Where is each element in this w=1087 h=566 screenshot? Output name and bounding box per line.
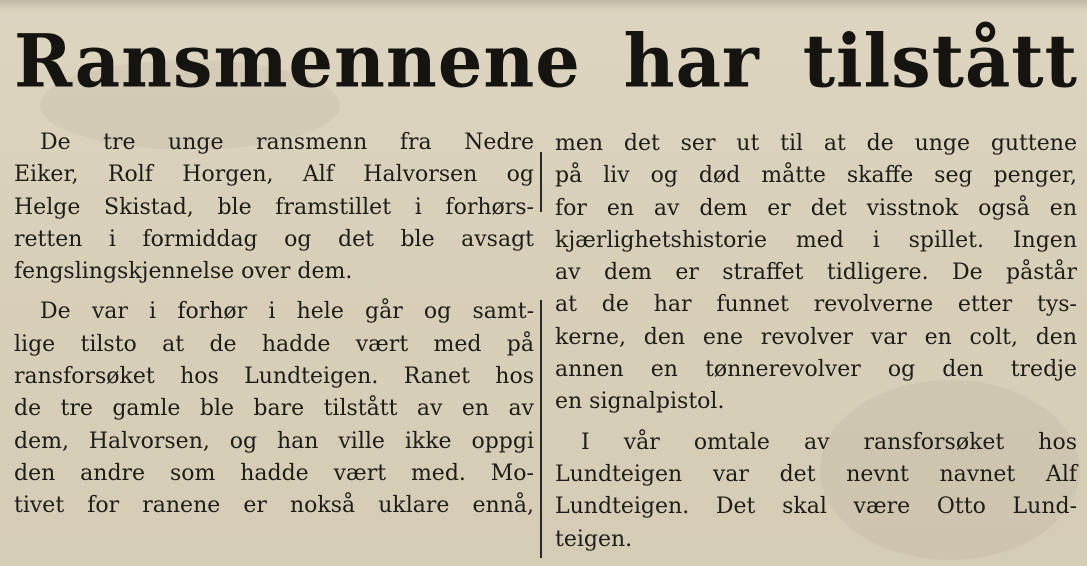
article-line: men det ser ut til at de unge guttene [555,131,1077,156]
headline [14,14,1078,108]
article-line: I vår omtale av ransforsøket hos [581,429,1077,455]
paragraph-gap [555,419,1077,427]
left-column [14,127,534,523]
article-line: dem, Halvorsen, og han ville ikke oppgi [14,428,534,454]
article-line: den andre som hadde vært med. Mo- [14,460,534,486]
paragraph-gap [14,288,534,296]
article-line: de tre gamle ble bare tilstått av en av [14,396,534,422]
article-line: Lundteigen var det nevnt navnet Alf [555,461,1077,487]
article-line: Helge Skistad, ble framstillet i forhørs- [14,194,534,220]
column-divider [540,300,542,558]
right-column [555,128,1077,556]
headline-word: tilstått [802,17,1078,105]
top-edge-shadow [0,0,1087,12]
article-line: tivet for ranene er nokså uklare ennå, [14,493,534,519]
article-line: av dem er straffet tidligere. De påstår [555,260,1077,286]
column-divider [540,152,542,212]
article-line: fengslingskjennelse over dem. [14,259,353,285]
article-line: annen en tønnerevolver og den tredje [555,357,1077,383]
article-line: en signalpistol. [555,389,725,415]
article-line: lige tilsto at de hadde vært med på [14,331,534,357]
article-line: for en av dem er det visstnok også en [555,195,1077,221]
article-line: De var i forhør i hele går og samt- [40,299,534,325]
article-line: De tre unge ransmenn fra Nedre [40,130,534,155]
article-line: Lundteigen. Det skal være Otto Lund- [555,494,1077,520]
headline-word: Ransmennene [14,17,581,105]
article-line: ransforsøket hos Lundteigen. Ranet hos [14,364,534,390]
article-line: retten i formiddag og det ble avsagt [14,226,534,252]
article-line: at de har funnet revolverne etter tys- [555,292,1077,318]
article-line: på liv og død måtte skaffe seg penger, [555,163,1077,189]
article-line: teigen. [555,526,633,552]
article-line: Eiker, Rolf Horgen, Alf Halvorsen og [14,162,534,188]
article-line: kjærlighetshistorie med i spillet. Ingen [555,227,1077,253]
article-line: kerne, den ene revolver var en colt, den [555,324,1077,350]
headline-word: har [623,17,760,105]
